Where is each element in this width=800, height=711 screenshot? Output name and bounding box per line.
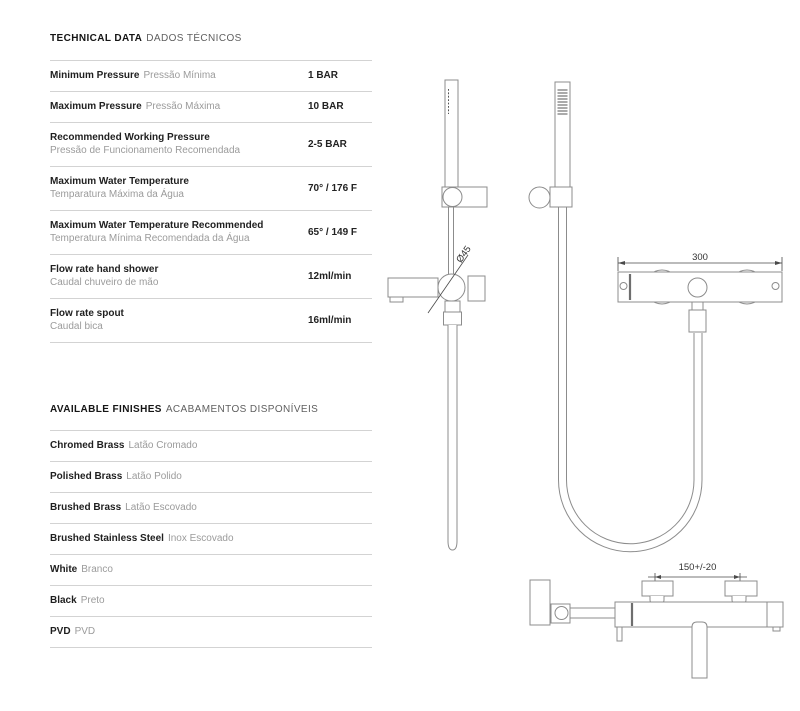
- spacing-arrow-left: [655, 575, 661, 579]
- union-left: [642, 581, 673, 596]
- hose-connector-lower: [444, 312, 462, 325]
- heading-en: TECHNICAL DATA: [50, 33, 143, 44]
- wall-bracket-knob: [555, 607, 568, 620]
- valve-top-view-drawing: [618, 252, 782, 332]
- finish-row: Brushed Brass Latão Escovado: [50, 493, 372, 524]
- finish-row: Chromed Brass Latão Cromado: [50, 431, 372, 462]
- heading-pt: DADOS TÉCNICOS: [146, 33, 242, 44]
- outlet-neck: [692, 302, 703, 310]
- spec-value: 70° / 176 F: [308, 182, 358, 194]
- heading-en: AVAILABLE FINISHES: [50, 404, 162, 415]
- holder-bracket: [550, 187, 572, 207]
- spec-row: Flow rate hand shower Caudal chuveiro de mão 12ml/min: [50, 255, 372, 299]
- slider-knob: [443, 188, 462, 207]
- dim-label-spacing: 150+/-20: [678, 562, 717, 573]
- finish-row: White Branco: [50, 555, 372, 586]
- spec-value: 10 BAR: [308, 101, 344, 112]
- spout: [388, 278, 438, 297]
- spec-row: Maximum Water Temperature Recommended Temperatura Mínima Recomendada da Água 65° / 149 F: [50, 211, 372, 255]
- side-view-drawing: [529, 82, 702, 552]
- outlet-knob: [688, 278, 707, 297]
- hose-outer: [559, 207, 703, 552]
- hand-shower-handle-side: [555, 82, 570, 187]
- dim-label-diameter: Ø45: [454, 244, 474, 266]
- dim-label-width: 300: [692, 252, 708, 263]
- spacing-arrow-right: [734, 575, 740, 579]
- technical-data-heading: [50, 33, 372, 44]
- wall-plate: [530, 580, 550, 625]
- finish-row: Black Preto: [50, 586, 372, 617]
- union-right: [725, 581, 757, 596]
- spec-row: Maximum Pressure Pressão Máxima 10 BAR: [50, 92, 372, 123]
- finish-row: PVD PVD: [50, 617, 372, 648]
- technical-data-table: [50, 60, 372, 343]
- spec-row: Flow rate spout Caudal bica 16ml/min: [50, 299, 372, 343]
- spec-row: Minimum Pressure Pressão Mínima 1 BAR: [50, 61, 372, 92]
- finishes-list: [50, 430, 372, 648]
- dim-arrow-right: [775, 261, 782, 265]
- end-cap-nub: [773, 627, 780, 631]
- rail: [449, 207, 454, 276]
- mixer-front-view-drawing: [530, 562, 783, 678]
- heading-pt: ACABAMENTOS DISPONÍVEIS: [165, 404, 319, 415]
- mixer-spout: [692, 622, 707, 678]
- hand-shower-handle: [445, 80, 458, 187]
- spec-value: 12ml/min: [308, 270, 352, 282]
- finish-row: Brushed Stainless Steel Inox Escovado: [50, 524, 372, 555]
- holder-knob: [529, 187, 550, 208]
- available-finishes-section: [50, 404, 372, 648]
- spec-value: 16ml/min: [308, 314, 352, 326]
- spout-aerator: [390, 297, 403, 302]
- hose-inner: [567, 207, 695, 544]
- front-view-drawing: [388, 80, 487, 550]
- dim-arrow-left: [618, 261, 625, 265]
- spec-value: 1 BAR: [308, 70, 339, 81]
- available-finishes-heading: [50, 404, 372, 415]
- valve-body: [438, 274, 465, 301]
- spec-value: 2-5 BAR: [308, 138, 347, 150]
- drain-pull: [617, 627, 622, 641]
- spec-value: 65° / 149 F: [308, 226, 358, 238]
- rail-lower: [448, 325, 457, 550]
- technical-drawings: [370, 0, 800, 711]
- technical-data-section: [50, 33, 372, 343]
- valve-knob: [468, 276, 485, 301]
- spec-row: Recommended Working Pressure Pressão de Funcionamento Recomendada 2-5 BAR: [50, 123, 372, 167]
- spec-row: Maximum Water Temperature Temparatura Máxima da Água 70° / 176 F: [50, 167, 372, 211]
- outlet-connector: [689, 310, 706, 332]
- finish-row: Polished Brass Latão Polido: [50, 462, 372, 493]
- hose-connector-upper: [445, 301, 460, 312]
